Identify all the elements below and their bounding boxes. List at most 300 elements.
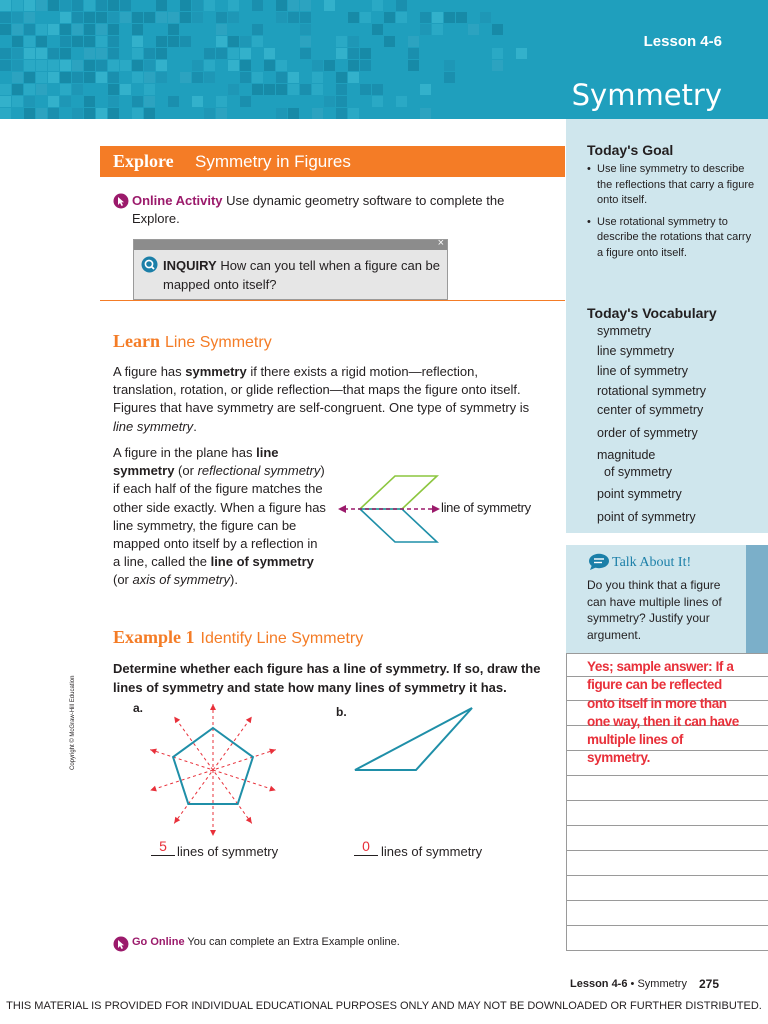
header-tile <box>300 24 311 35</box>
header-tile <box>348 48 359 59</box>
header-tile <box>252 36 263 47</box>
header-tile <box>300 48 311 59</box>
header-tile <box>300 36 311 47</box>
header-tile <box>96 48 107 59</box>
header-tile <box>420 108 431 119</box>
header-tile <box>108 36 119 47</box>
explore-banner <box>100 146 565 177</box>
symmetry-definition <box>113 363 543 436</box>
explore-title: Symmetry in Figures <box>195 152 351 171</box>
header-tile <box>0 12 11 23</box>
header-tile <box>228 12 239 23</box>
header-tile <box>432 12 443 23</box>
talk-about-it-question: Do you think that a figure can have multiple lines of symmetry? Justify your argument. <box>587 578 722 642</box>
header-tile <box>252 24 263 35</box>
header-tile <box>276 72 287 83</box>
header-tile <box>216 96 227 107</box>
header-tile <box>216 48 227 59</box>
header-tile <box>240 72 251 83</box>
header-tile <box>72 36 83 47</box>
header-tile <box>456 12 467 23</box>
header-tile <box>132 108 143 119</box>
go-online-link[interactable]: Go Online <box>132 936 185 948</box>
footer-topic: Symmetry <box>637 978 687 990</box>
header-tile <box>396 96 407 107</box>
inquiry-icon <box>141 256 158 273</box>
header-tile <box>0 60 11 71</box>
vocab-item: order of symmetry <box>597 426 698 440</box>
header-tile <box>360 60 371 71</box>
header-tile <box>420 24 431 35</box>
vocab-item: point symmetry <box>597 487 682 501</box>
vocab-title: Today's Vocabulary <box>587 305 717 321</box>
header-tile <box>240 96 251 107</box>
header-tile <box>348 108 359 119</box>
example-prompt: Determine whether each figure has a line of symmetry. If so, draw the lines of symmetry and state how many lines of symmetry it has. <box>113 661 541 695</box>
header-tile <box>396 0 407 11</box>
header-tile <box>180 72 191 83</box>
header-tile <box>468 24 479 35</box>
vocab-item: rotational symmetry <box>597 384 707 398</box>
header-tile <box>36 60 47 71</box>
header-tile <box>0 24 11 35</box>
header-tile <box>108 12 119 23</box>
header-tile <box>348 72 359 83</box>
header-tile <box>24 0 35 11</box>
header-tile <box>240 36 251 47</box>
term-symmetry: symmetry <box>185 364 247 379</box>
header-tile <box>132 12 143 23</box>
header-tile <box>348 60 359 71</box>
header-tile <box>348 12 359 23</box>
term-axis-of-symmetry: axis of symmetry <box>132 572 231 588</box>
header-tile <box>60 24 71 35</box>
header-tile <box>168 12 179 23</box>
chevron-bottom-half <box>360 509 437 542</box>
header-tile <box>228 36 239 47</box>
header-tile <box>252 0 263 11</box>
header-tile <box>144 84 155 95</box>
example-title: Identify Line Symmetry <box>200 630 364 647</box>
header-tile <box>492 48 503 59</box>
header-tile <box>276 60 287 71</box>
header-tile <box>336 108 347 119</box>
go-online-icon <box>113 936 129 952</box>
header-tile <box>84 36 95 47</box>
header-tile <box>132 36 143 47</box>
online-activity-text <box>132 192 542 228</box>
header-tile <box>204 108 215 119</box>
header-tile <box>180 12 191 23</box>
header-tile <box>60 60 71 71</box>
ruled-line <box>566 875 768 876</box>
arrowhead-icon <box>269 786 276 792</box>
header-tile <box>216 108 227 119</box>
goal-item: • Use line symmetry to describe the reflections that carry a figure onto itself. <box>587 162 757 209</box>
header-tile <box>288 84 299 95</box>
header-tile <box>492 60 503 71</box>
header-tile <box>96 36 107 47</box>
header-tile <box>480 12 491 23</box>
header-tile <box>120 84 131 95</box>
header-tile <box>72 108 83 119</box>
header-tile <box>408 60 419 71</box>
header-tile <box>156 36 167 47</box>
header-tile <box>84 108 95 119</box>
header-tile <box>24 36 35 47</box>
arrow-right-icon <box>432 505 440 513</box>
arrowhead-icon <box>269 749 276 755</box>
header-tile <box>108 108 119 119</box>
header-tile <box>24 48 35 59</box>
chevron-figure <box>336 472 442 546</box>
header-tile <box>192 12 203 23</box>
term-line-symmetry: line symmetry <box>113 418 194 434</box>
learn-title: Line Symmetry <box>165 334 272 351</box>
header-tile <box>336 96 347 107</box>
header-tile <box>228 48 239 59</box>
header-tile <box>204 60 215 71</box>
ruled-line <box>566 775 768 776</box>
header-tile <box>48 0 59 11</box>
header-tile <box>372 0 383 11</box>
header-tile <box>144 12 155 23</box>
arrowhead-icon <box>246 817 252 824</box>
vocab-item: point of symmetry <box>597 510 696 524</box>
header-tile <box>384 36 395 47</box>
header-tile <box>300 12 311 23</box>
vocab-item: magnitude <box>597 448 656 462</box>
header-tile <box>36 48 47 59</box>
arrowhead-icon <box>150 749 157 755</box>
example-heading <box>113 627 363 648</box>
header-tile <box>324 0 335 11</box>
header-tile <box>108 96 119 107</box>
header-tile <box>324 96 335 107</box>
header-tile <box>132 72 143 83</box>
header-tile <box>408 36 419 47</box>
ruled-line <box>566 850 768 851</box>
goal-list <box>587 162 757 267</box>
footer-lesson <box>570 978 687 990</box>
arrowhead-icon <box>150 786 157 792</box>
header-tile <box>276 0 287 11</box>
header-tile <box>0 96 11 107</box>
arrowhead-icon <box>210 830 216 836</box>
header-tile <box>108 84 119 95</box>
header-tile <box>48 24 59 35</box>
header-tile <box>312 72 323 83</box>
header-tile <box>348 36 359 47</box>
lines-of-symmetry-b-label: lines of symmetry <box>381 844 483 859</box>
header-tile <box>384 12 395 23</box>
header-tile <box>180 36 191 47</box>
go-online-text <box>132 936 400 948</box>
header-tile <box>420 84 431 95</box>
part-b-label: b. <box>336 705 347 719</box>
inquiry-box <box>133 239 448 300</box>
ruled-line <box>566 900 768 901</box>
header-tile <box>36 24 47 35</box>
vocab-item: center of symmetry <box>597 403 704 417</box>
talk-about-it-answer: Yes; sample answer: If a figure can be reflected onto itself in more than one way, then it can have multiple lines of symmetry. <box>587 659 739 766</box>
header-tile <box>72 60 83 71</box>
pentagon-symmetry-lines <box>150 704 276 836</box>
header-tile <box>96 24 107 35</box>
lesson-title: Symmetry <box>571 78 722 112</box>
header-tile <box>288 12 299 23</box>
header-tile <box>264 84 275 95</box>
header-tile <box>144 72 155 83</box>
learn-heading <box>113 331 272 352</box>
header-tile <box>12 36 23 47</box>
header-tile <box>48 48 59 59</box>
header-tile <box>168 96 179 107</box>
vocab-item: line symmetry <box>597 344 675 358</box>
answer-a: 5 <box>151 838 175 856</box>
header-tile <box>24 60 35 71</box>
inquiry-topbar <box>134 240 447 250</box>
lines-of-symmetry-a-label: lines of symmetry <box>177 844 279 859</box>
vocab-item: symmetry <box>597 324 652 338</box>
header-tile <box>132 48 143 59</box>
arrowhead-icon <box>174 817 180 824</box>
header-tile <box>240 60 251 71</box>
header-tile <box>108 48 119 59</box>
header-tile <box>408 48 419 59</box>
header-tile <box>60 48 71 59</box>
online-activity-desc: Use dynamic geometry software to complete the Explore. <box>132 193 505 226</box>
header-tile <box>108 0 119 11</box>
footer-lesson-number: Lesson 4-6 <box>570 978 628 990</box>
header-tile <box>84 60 95 71</box>
header-tile <box>12 12 23 23</box>
header-tile <box>72 24 83 35</box>
header-tile <box>276 108 287 119</box>
lesson-label: Lesson 4-6 <box>643 33 722 50</box>
goal-item: • Use rotational symmetry to describe the rotations that carry a figure onto itself. <box>587 215 757 262</box>
text-span: ) if each half of the figure matches the other side exactly. When a figure has line symmetry, the figure can be mapped onto itself by a reflection in a line, called the <box>113 463 326 570</box>
header-tile <box>24 12 35 23</box>
header-tile <box>84 72 95 83</box>
header-tile <box>228 0 239 11</box>
header-tile <box>324 60 335 71</box>
header-tile <box>96 0 107 11</box>
header-tile <box>288 72 299 83</box>
ruled-line <box>566 800 768 801</box>
ruled-line <box>566 950 768 951</box>
header-tile <box>156 48 167 59</box>
header-tile <box>288 0 299 11</box>
line-of-symmetry-label: line of symmetry <box>441 500 531 515</box>
header-tile <box>204 72 215 83</box>
header-tile <box>24 84 35 95</box>
vocab-item: of symmetry <box>604 465 673 479</box>
arrow-left-icon <box>338 505 346 513</box>
header-tile <box>48 96 59 107</box>
header-tile <box>216 36 227 47</box>
lesson-header <box>0 0 768 119</box>
pentagon-figure <box>148 700 278 845</box>
header-tile <box>84 12 95 23</box>
online-activity-link[interactable]: Online Activity <box>132 193 223 208</box>
answer-b: 0 <box>354 838 378 856</box>
header-tile <box>12 72 23 83</box>
header-tile <box>12 48 23 59</box>
learn-keyword: Learn <box>113 331 160 351</box>
header-tile <box>12 60 23 71</box>
header-tile <box>300 84 311 95</box>
header-tile <box>36 0 47 11</box>
header-tile <box>60 84 71 95</box>
header-tile <box>300 0 311 11</box>
header-tile <box>84 24 95 35</box>
text-span: A figure in the plane has <box>113 445 257 460</box>
part-a-label: a. <box>133 701 144 715</box>
header-tile <box>144 96 155 107</box>
header-tile <box>108 72 119 83</box>
header-tile <box>0 108 11 119</box>
header-tile <box>216 24 227 35</box>
header-tile <box>192 0 203 11</box>
header-tile <box>396 12 407 23</box>
header-tile <box>132 96 143 107</box>
arrowhead-icon <box>174 717 180 724</box>
talk-about-it-title: Talk About It! <box>612 555 692 570</box>
inquiry-text <box>163 256 445 294</box>
term-reflectional-symmetry: reflectional symmetry <box>197 463 321 479</box>
speech-bubble-icon <box>588 553 610 571</box>
header-tile <box>156 12 167 23</box>
header-tile <box>108 24 119 35</box>
header-tile <box>60 0 71 11</box>
header-tile <box>264 48 275 59</box>
header-tile <box>96 60 107 71</box>
header-tile <box>96 108 107 119</box>
header-tile <box>336 48 347 59</box>
arrowhead-icon <box>210 704 216 710</box>
header-tile <box>516 48 527 59</box>
header-tile <box>48 108 59 119</box>
header-tile <box>156 60 167 71</box>
close-icon[interactable]: × <box>437 237 444 249</box>
header-tile <box>156 72 167 83</box>
ruled-line <box>566 925 768 926</box>
header-tile <box>228 84 239 95</box>
header-tile <box>360 84 371 95</box>
footer-separator: • <box>627 978 638 990</box>
header-tile <box>264 60 275 71</box>
header-tile <box>144 60 155 71</box>
header-tile <box>60 72 71 83</box>
header-tile <box>312 84 323 95</box>
header-tile <box>60 36 71 47</box>
arrowhead-icon <box>246 717 252 724</box>
header-tile <box>288 108 299 119</box>
header-tile <box>132 24 143 35</box>
header-tile <box>120 0 131 11</box>
header-tile <box>12 84 23 95</box>
header-tile <box>36 36 47 47</box>
header-tile <box>84 0 95 11</box>
header-tile <box>252 84 263 95</box>
vocab-item: line of symmetry <box>597 364 688 378</box>
header-tile <box>336 84 347 95</box>
section-divider <box>100 300 565 301</box>
goal-title: Today's Goal <box>587 142 674 158</box>
header-tile <box>204 0 215 11</box>
text-span: if there exists a rigid motion—reflection, translation, rotation, or glide reflection—that maps the figure onto itself. Figures that have symmetry are self-congruent. One type of symmetry is <box>113 364 530 416</box>
explore-keyword: Explore <box>113 151 174 171</box>
online-activity-icon <box>113 193 129 209</box>
header-tile <box>72 84 83 95</box>
triangle-figure <box>350 700 480 780</box>
header-tile <box>0 84 11 95</box>
header-tile <box>96 12 107 23</box>
header-tile <box>372 24 383 35</box>
header-tile <box>48 60 59 71</box>
header-tile <box>48 72 59 83</box>
header-tile <box>0 0 11 11</box>
header-tile <box>420 12 431 23</box>
header-tile <box>144 108 155 119</box>
header-tile <box>12 96 23 107</box>
header-tile <box>84 48 95 59</box>
text-span: A figure has <box>113 364 186 379</box>
header-tile <box>192 60 203 71</box>
header-tile <box>0 48 11 59</box>
text-span: (or <box>174 463 198 479</box>
header-tile <box>360 48 371 59</box>
header-tile <box>72 0 83 11</box>
page-number: 275 <box>699 977 720 991</box>
header-tile <box>96 72 107 83</box>
line-symmetry-definition <box>113 444 328 590</box>
term-line-of-symmetry: line of symmetry <box>210 554 314 570</box>
inquiry-question: How can you tell when a figure can be mapped onto itself? <box>163 258 441 292</box>
header-tile <box>276 84 287 95</box>
header-tile <box>252 72 263 83</box>
header-tile <box>12 0 23 11</box>
header-tile <box>372 84 383 95</box>
header-tile <box>60 96 71 107</box>
header-tile <box>168 36 179 47</box>
inquiry-label: INQUIRY <box>163 258 217 273</box>
header-tile <box>336 36 347 47</box>
header-tile <box>132 60 143 71</box>
header-tile <box>336 72 347 83</box>
header-tile <box>120 60 131 71</box>
chevron-top-half <box>360 476 437 509</box>
header-tile <box>192 96 203 107</box>
header-tile <box>444 72 455 83</box>
header-tile <box>24 24 35 35</box>
header-tile <box>444 60 455 71</box>
example-keyword: Example 1 <box>113 627 195 647</box>
header-tile <box>240 48 251 59</box>
header-tile <box>360 12 371 23</box>
text-span: . <box>193 418 197 434</box>
talk-about-it-tab <box>746 545 768 653</box>
header-tile <box>276 12 287 23</box>
header-tile <box>492 24 503 35</box>
distribution-disclaimer: THIS MATERIAL IS PROVIDED FOR INDIVIDUAL EDUCATIONAL PURPOSES ONLY AND MAY NOT BE DOWNLOADED OR FURTHER DISTRIBUTED. <box>6 1000 762 1012</box>
header-tile <box>156 0 167 11</box>
header-tile <box>312 108 323 119</box>
header-tile <box>372 96 383 107</box>
header-tile <box>168 24 179 35</box>
go-online-desc: You can complete an Extra Example online. <box>184 936 400 948</box>
